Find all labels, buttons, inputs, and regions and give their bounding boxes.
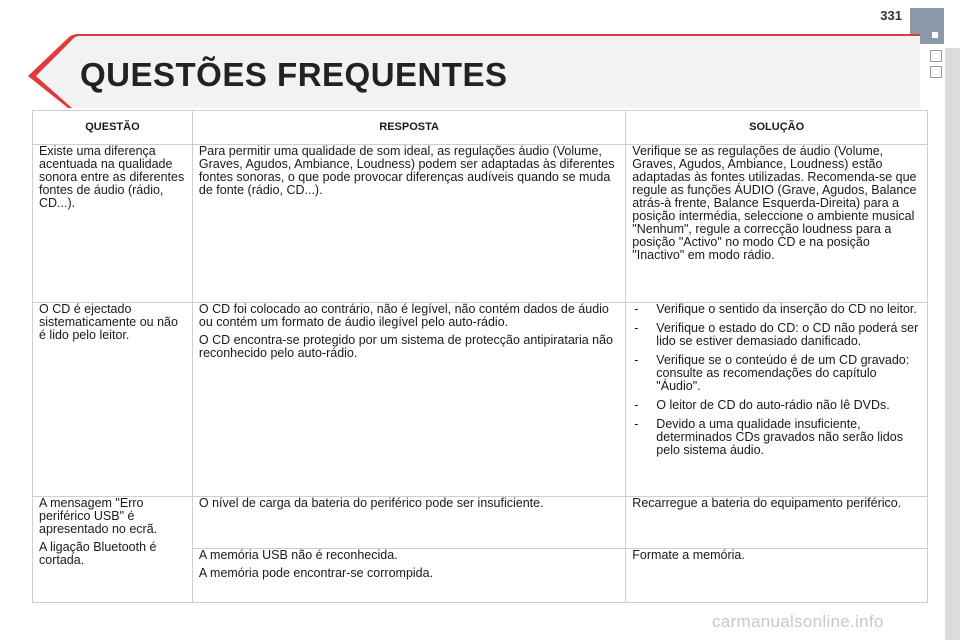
answer-cell [192,549,625,603]
answer-cell [192,497,625,549]
question-text: Existe uma diferença acentuada na qualidade sonora entre as diferentes fontes de áudio (rádio, CD...). [39,144,185,210]
solution-text: Recarregue a bateria do equipamento periférico. [632,496,902,510]
solution-text: Formate a memória. [632,548,745,562]
solution-cell [626,303,928,497]
answer-text: A memória pode encontrar-se corrompida. [198,566,434,580]
table-row [33,303,928,497]
list-item-text: Verifique se o conteúdo é de um CD gravado: consulte as recomendações do capítulo "Áudio". [656,353,910,393]
solution-cell [626,549,928,603]
faq-table [32,110,928,603]
solution-text: Verifique se as regulações de áudio (Volume, Graves, Agudos, Ambiance, Loudness) estão adaptadas às fontes utilizadas. Recomenda-se que regule as funções ÁUDIO (Grave, Agudos, Balance atrás-à frente, Balance Esquerda-Direita) para a posição intermédia, seleccione o ambiente musical "Nenhum", regule a correcção loudness para a posição "Activo" no modo CD e na posição "Inactivo" em modo rádio. [632,144,917,262]
column-header-answer: RESPOSTA [192,111,625,145]
list-item [632,303,921,316]
column-header-solution: SOLUÇÃO [626,111,928,145]
question-text: O CD é ejectado sistematicamente ou não é lido pelo leitor. [39,302,178,342]
solution-cell [626,497,928,549]
list-dash: - [634,353,639,367]
answer-text: A memória USB não é reconhecida. [198,548,398,562]
table-header-row [33,111,928,145]
list-item-text: Verifique o estado do CD: o CD não poderá ser lido se estiver demasiado danificado. [656,321,919,348]
answer-text: O nível de carga da bateria do periférico pode ser insuficiente. [198,496,544,510]
answer-text: O CD encontra-se protegido por um sistema de protecção antipirataria não reconhecido pelo auto-rádio. [198,333,614,360]
table-row [33,145,928,303]
solution-cell [626,145,928,303]
corner-square-icon [932,32,938,38]
checkbox-square-icon [930,50,942,62]
list-dash: - [634,321,639,335]
list-item [632,354,921,393]
question-cell [33,303,193,497]
checkbox-square-icon [930,66,942,78]
page-number: 331 [880,8,902,23]
list-item-text: Devido a uma qualidade insuficiente, determinados CDs gravados não serão lidos pelo sistema áudio. [656,417,903,457]
solution-list [632,303,921,457]
list-item-text: O leitor de CD do auto-rádio não lê DVDs. [656,398,890,412]
page-title: QUESTÕES FREQUENTES [80,56,508,93]
list-item [632,399,921,412]
question-cell [33,145,193,303]
list-item-text: Verifique o sentido da inserção do CD no leitor. [656,302,917,316]
list-item [632,418,921,457]
list-dash: - [634,417,639,431]
list-dash: - [634,398,639,412]
column-header-question: QUESTÃO [33,111,193,145]
question-text: A mensagem "Erro periférico USB" é apresentado no ecrã. [39,496,158,536]
list-dash: - [634,302,639,316]
answer-cell [192,303,625,497]
answer-text: O CD foi colocado ao contrário, não é legível, não contém dados de áudio ou contém um formato de áudio ilegível pelo auto-rádio. [198,302,609,329]
watermark: carmanualsonline.info [712,612,884,631]
list-item [632,322,921,348]
table-row [33,497,928,549]
question-text: A ligação Bluetooth é cortada. [39,540,157,567]
side-strip [945,48,960,640]
question-cell [33,497,193,603]
answer-cell [192,145,625,303]
answer-text: Para permitir uma qualidade de som ideal, as regulações áudio (Volume, Graves, Agudos, Ambiance, Loudness) podem ser adaptadas às diferentes fontes sonoras, o que pode provocar diferenças audíveis quando se muda de fonte (rádio, CD...). [198,144,615,197]
